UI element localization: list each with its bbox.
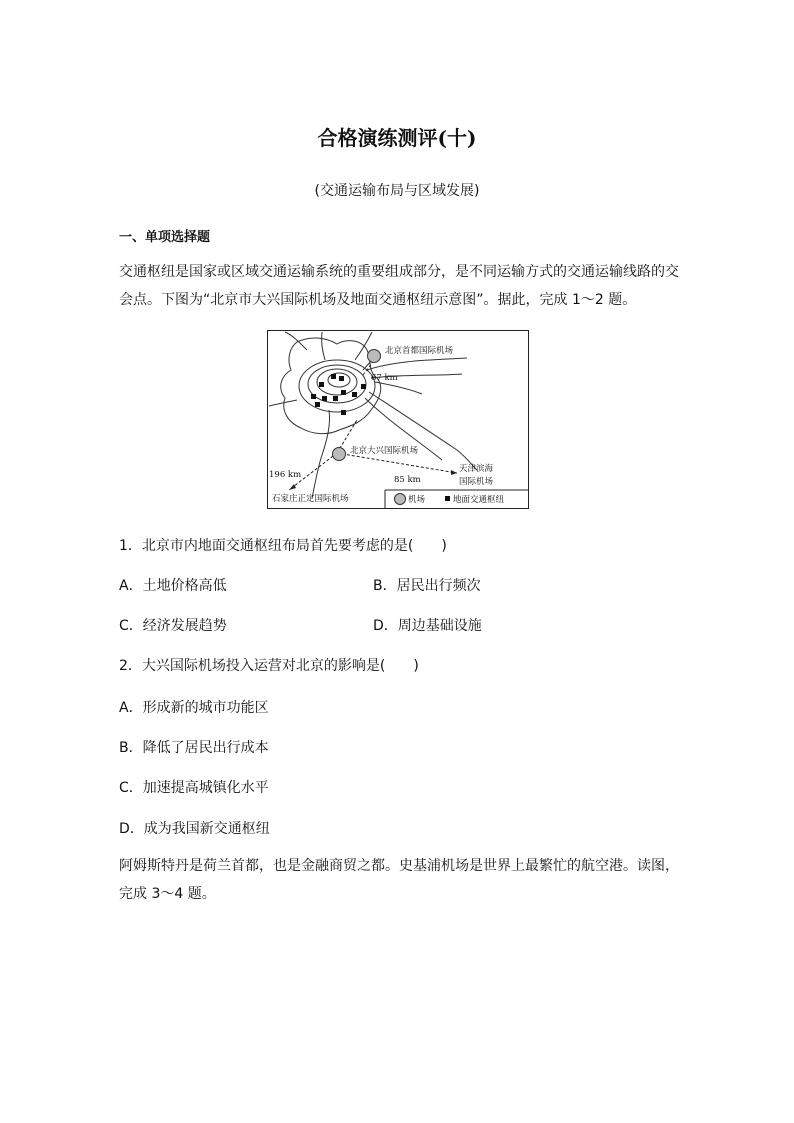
distance-capital: 67 km <box>371 373 398 383</box>
ground-hub-marker <box>339 376 344 381</box>
ground-hub-marker <box>322 396 327 401</box>
ground-hub-marker <box>341 390 346 395</box>
question-1-option-d: D．周边基础设施 <box>373 618 482 634</box>
question-1-option-a: A．土地价格高低 <box>119 578 227 594</box>
page-title: 合格演练测评(十) <box>317 126 477 150</box>
capital-airport-label: 北京首都国际机场 <box>385 346 454 356</box>
question-1-stem: 1．北京市内地面交通枢纽布局首先要考虑的是( ) <box>119 538 447 554</box>
question-1-option-c: C．经济发展趋势 <box>119 618 227 634</box>
daxing-airport-marker <box>333 448 346 461</box>
distance-shijiazhuang: 196 km <box>269 470 302 480</box>
ground-hub-marker <box>319 382 324 387</box>
tianjin-label-2: 国际机场 <box>459 477 494 487</box>
legend-airport-label: 机场 <box>408 495 426 505</box>
legend-hub-label: 地面交通枢纽 <box>453 495 505 505</box>
ground-hub-marker <box>315 402 320 407</box>
tianjin-label-1: 天津滨海 <box>459 464 494 474</box>
distance-tianjin: 85 km <box>394 475 421 485</box>
question-2-option-a: A．形成新的城市功能区 <box>119 700 269 716</box>
question-2-stem: 2．大兴国际机场投入运营对北京的影响是( ) <box>119 658 419 674</box>
capital-airport-marker <box>368 350 381 363</box>
question-2-option-b: B．降低了居民出行成本 <box>119 740 269 756</box>
ground-hub-marker <box>333 396 338 401</box>
question-1-option-b: B．居民出行频次 <box>373 578 481 594</box>
ground-hub-marker <box>352 392 357 397</box>
section-heading: 一、单项选择题 <box>119 230 211 245</box>
ground-hub-marker <box>331 374 336 379</box>
page-subtitle: (交通运输布局与区域发展) <box>314 183 480 199</box>
intro-paragraph-2: 阿姆斯特丹是荷兰首都，也是金融商贸之都。史基浦机场是世界上最繁忙的航空港。读图，完成 3～4 题。 <box>119 858 679 902</box>
shijiazhuang-label: 石家庄正定国际机场 <box>272 494 349 504</box>
daxing-airport-label: 北京大兴国际机场 <box>350 446 419 456</box>
intro-paragraph-1: 交通枢纽是国家或区域交通运输系统的重要组成部分，是不同运输方式的交通运输线路的交会点。下图为“北京市大兴国际机场及地面交通枢纽示意图”。据此，完成 1～2 题。 <box>119 264 679 308</box>
legend-airport-icon <box>395 494 406 505</box>
ground-hub-marker <box>361 384 366 389</box>
beijing-airport-map <box>267 330 529 509</box>
question-2-option-d: D．成为我国新交通枢纽 <box>119 821 270 837</box>
ground-hub-marker <box>341 410 346 415</box>
legend-hub-icon <box>445 496 450 501</box>
question-2-option-c: C．加速提高城镇化水平 <box>119 780 269 796</box>
ground-hub-marker <box>311 394 316 399</box>
